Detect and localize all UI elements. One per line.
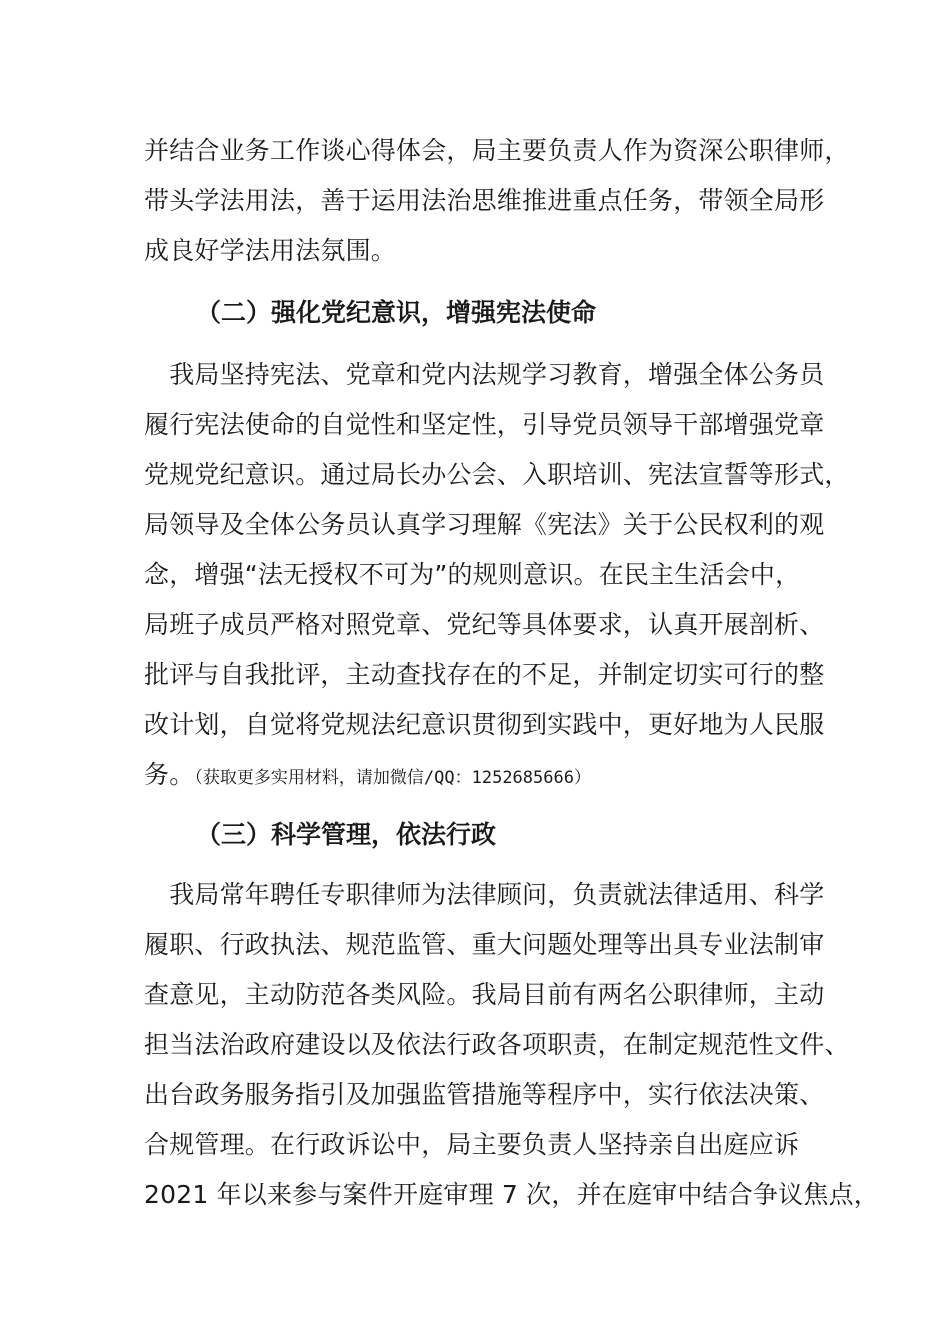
paragraph-line: 履职、行政执法、规范监管、重大问题处理等出具专业法制审 — [144, 930, 825, 959]
paragraph-line: 查意见，主动防范各类风险。我局目前有两名公职律师，主动 — [144, 980, 825, 1009]
paragraph-line: 改计划，自觉将党规法纪意识贯彻到实践中，更好地为人民服 — [144, 710, 825, 739]
paragraph-line: 出台政务服务指引及加强监管措施等程序中，实行依法决策、 — [144, 1080, 825, 1109]
section-heading: （三）科学管理，依法行政 — [196, 820, 497, 849]
paragraph-line: 合规管理。在行政诉讼中，局主要负责人坚持亲自出庭应诉 — [144, 1130, 800, 1159]
paragraph-line: 批评与自我批评，主动查找存在的不足，并制定切实可行的整 — [144, 660, 825, 689]
paragraph-line: 我局常年聘任专职律师为法律顾问，负责就法律适用、科学 — [144, 880, 825, 909]
paragraph-line: 担当法治政府建设以及依法行政各项职责，在制定规范性文件、 — [144, 1030, 850, 1059]
paragraph-line: 局班子成员严格对照党章、党纪等具体要求，认真开展剖析、 — [144, 610, 825, 639]
paragraph-line: 党规党纪意识。通过局长办公会、入职培训、宪法宣誓等形式， — [144, 460, 850, 489]
section-heading: （二）强化党纪意识，增强宪法使命 — [196, 298, 597, 327]
paragraph-line: 我局坚持宪法、党章和党内法规学习教育，增强全体公务员 — [144, 360, 825, 389]
paragraph-line-last — [144, 760, 834, 793]
paragraph-line: 念，增强“法无授权不可为”的规则意识。在民主生活会中， — [144, 560, 801, 589]
paragraph-text: 务。 — [144, 760, 195, 789]
paragraph-line: 局领导及全体公务员认真学习理解《宪法》关于公民权利的观 — [144, 510, 825, 539]
paragraph-line: 并结合业务工作谈心得体会，局主要负责人作为资深公职律师， — [144, 136, 850, 165]
paragraph-line: 带头学法用法，善于运用法治思维推进重点任务，带领全局形 — [144, 186, 825, 215]
promo-note: （获取更多实用材料，请加微信/QQ：1252685666） — [194, 768, 591, 788]
paragraph-line: 成良好学法用法氛围。 — [144, 236, 397, 265]
paragraph-line: 2021 年以来参与案件开庭审理 7 次，并在庭审中结合争议焦点， — [144, 1180, 879, 1209]
paragraph-line: 履行宪法使命的自觉性和坚定性，引导党员领导干部增强党章 — [144, 410, 825, 439]
